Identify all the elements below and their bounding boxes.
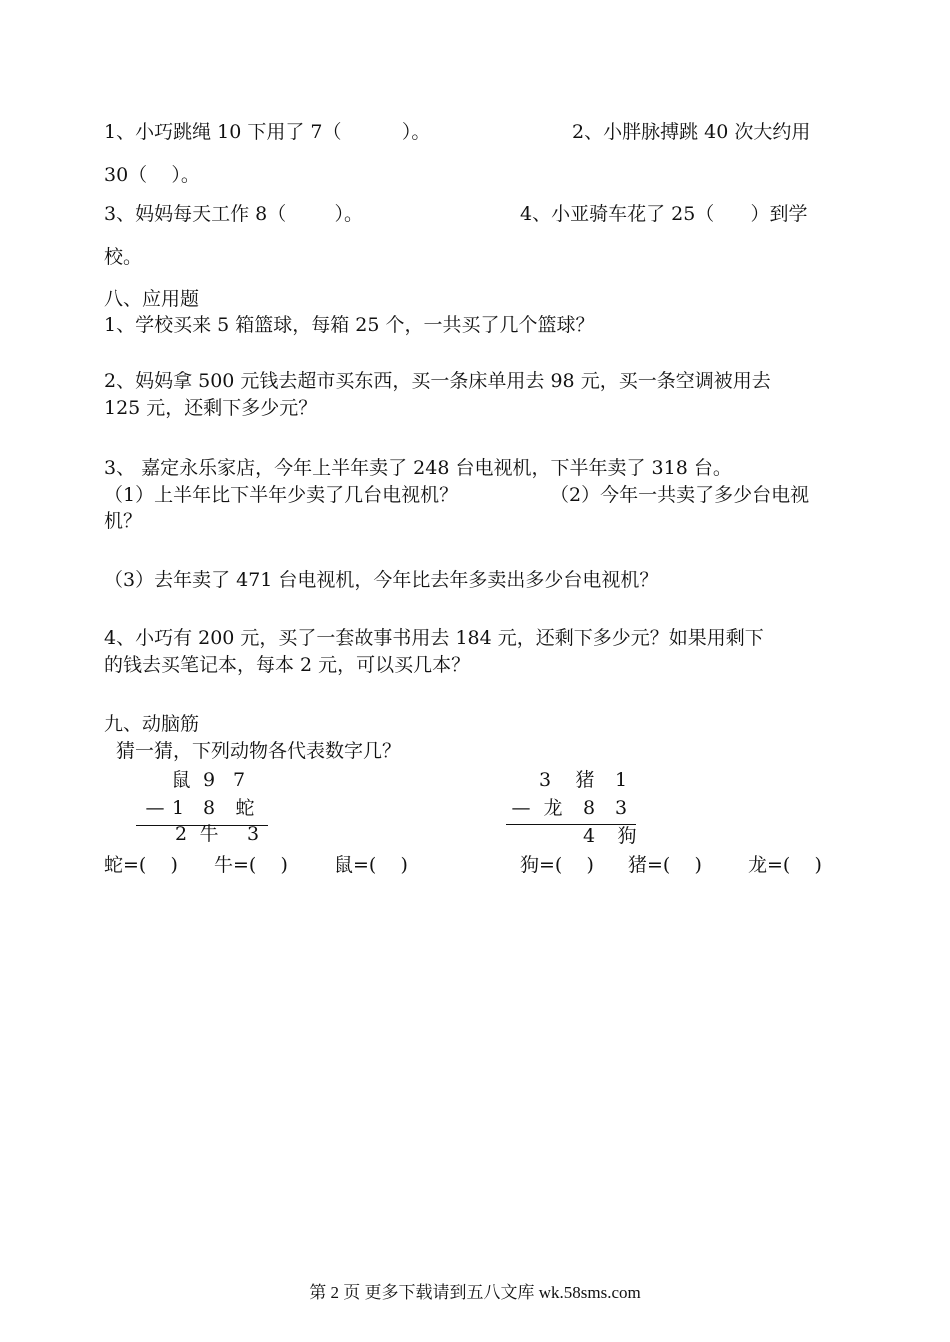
left-row3-digit: 3 — [246, 823, 260, 845]
left-row1-digit: 9 — [202, 769, 216, 791]
section-9-title: 九、动脑筋 — [104, 713, 200, 735]
question-4-continued: 校。 — [104, 246, 143, 268]
right-row2-digit: 8 — [582, 797, 596, 819]
answer-snake: 蛇=( ) — [104, 854, 178, 876]
question-1: 1、小巧跳绳 10 下用了 7（ ）。 — [104, 121, 431, 143]
problem-4-line-1: 4、小巧有 200 元，买了一套故事书用去 184 元，还剩下多少元？如果用剩下 — [104, 627, 764, 649]
puzzle-prompt: 猜一猜，下列动物各代表数字几？ — [116, 740, 402, 762]
right-row3-digit: 4 — [582, 825, 596, 847]
question-3: 3、妈妈每天工作 8（ ）。 — [104, 203, 364, 225]
answer-rat: 鼠=( ) — [334, 854, 408, 876]
left-row3-digit: 2 — [174, 823, 188, 845]
right-row2-digit: 3 — [614, 797, 628, 819]
answer-ox: 牛=( ) — [214, 854, 288, 876]
right-row2-digit: 龙 — [543, 797, 563, 819]
right-row1-digit: 3 — [538, 769, 552, 791]
section-8-title: 八、应用题 — [104, 288, 200, 310]
problem-3-sub-2: （2）今年一共卖了多少台电视 — [550, 484, 810, 506]
right-minus-sign: — — [511, 797, 531, 819]
right-row3-digit: 狗 — [617, 825, 637, 847]
question-2-continued: 30（ ）。 — [104, 164, 200, 186]
problem-3-sub-1: （1）上半年比下半年少卖了几台电视机？ — [104, 484, 459, 506]
problem-2-line-2: 125 元，还剩下多少元？ — [104, 397, 318, 419]
problem-4-line-2: 的钱去买笔记本，每本 2 元，可以买几本？ — [104, 654, 471, 676]
right-row1-digit: 1 — [614, 769, 628, 791]
left-row1-digit: 7 — [232, 769, 246, 791]
question-2: 2、小胖脉搏跳 40 次大约用 — [572, 121, 811, 143]
problem-2-line-1: 2、妈妈拿 500 元钱去超市买东西，买一条床单用去 98 元，买一条空调被用去 — [104, 370, 771, 392]
left-row3-digit: 牛 — [199, 823, 219, 845]
problem-3-sub-2-continued: 机？ — [104, 510, 143, 532]
problem-3-sub-3: （3）去年卖了 471 台电视机，今年比去年多卖出多少台电视机？ — [104, 569, 659, 591]
answer-pig: 猪=( ) — [628, 854, 702, 876]
right-row1-digit: 猪 — [575, 769, 595, 791]
left-row2-digit: 8 — [202, 797, 216, 819]
problem-3-line-1: 3、 嘉定永乐家店，今年上半年卖了 248 台电视机，下半年卖了 318 台。 — [104, 457, 732, 479]
problem-1: 1、学校买来 5 箱篮球，每箱 25 个，一共买了几个篮球？ — [104, 314, 595, 336]
left-row2-digit: 蛇 — [235, 797, 255, 819]
answer-dragon: 龙=( ) — [748, 854, 822, 876]
answer-dog: 狗=( ) — [520, 854, 594, 876]
left-minus-sign: — — [145, 797, 165, 819]
page-footer: 第 2 页 更多下载请到五八文库 wk.58sms.com — [309, 1283, 641, 1302]
left-row1-digit: 鼠 — [171, 769, 191, 791]
left-row2-digit: 1 — [171, 797, 185, 819]
question-4: 4、小亚骑车花了 25（ ）到学 — [520, 203, 808, 225]
